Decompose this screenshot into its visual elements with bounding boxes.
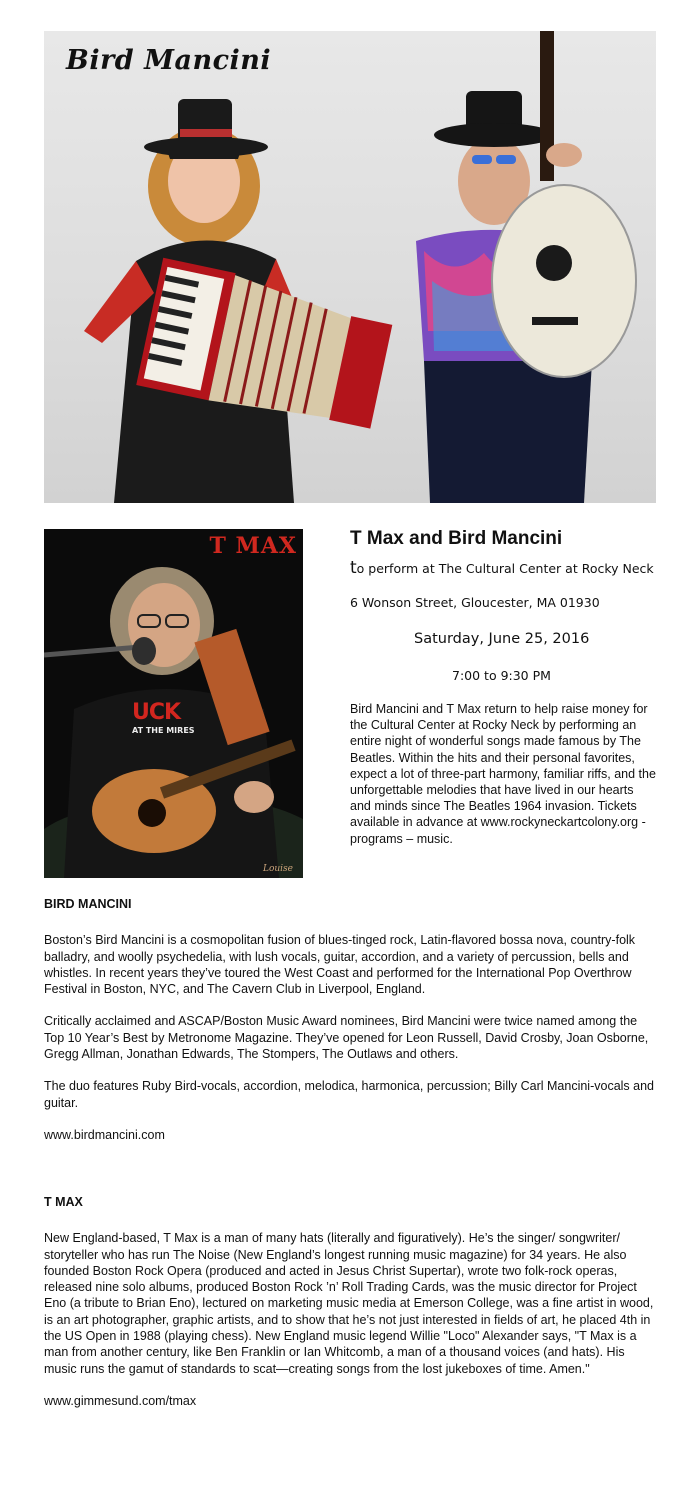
- event-subtitle-initial: t: [350, 558, 357, 578]
- band-logo: Bird Mancini: [66, 45, 272, 76]
- photo-title: T MAX: [209, 533, 297, 559]
- bio-paragraph: Critically acclaimed and ASCAP/Boston Music Award nominees, Bird Mancini were twice named among the Top 10 Year’s Best by Metronome Magazine. They’ve opened for Leon Russell, David Crosby, Joan Osborne, Gregg Allman, Jonathan Edwards, The Stompers, The Outlaws and others.: [44, 1014, 649, 1062]
- event-info: [350, 527, 670, 846]
- bio-paragraph: The duo features Ruby Bird-vocals, accordion, melodica, harmonica, percussion; Billy Carl Mancini-vocals and guitar.: [44, 1079, 654, 1110]
- section-heading: BIRD MANCINI: [44, 897, 132, 911]
- section-heading: T MAX: [44, 1195, 83, 1209]
- website-link[interactable]: www.gimmesund.com/tmax: [44, 1393, 197, 1408]
- bio-paragraph: Boston’s Bird Mancini is a cosmopolitan fusion of blues-tinged rock, Latin-flavored bossa nova, country-folk balladry, and woolly psychedelia, with lush vocals, guitar, accordion, and a variety of percussion, bells and whistles. In recent years they’ve toured the West Coast and performed for the International Pop Overthrow Festival in Boston, NYC, and The Cavern Club in Liverpool, England.: [44, 933, 636, 997]
- event-title: T Max and Bird Mancini: [350, 528, 563, 549]
- event-subtitle-text: o perform at The Cultural Center at Rocky Neck: [356, 561, 654, 576]
- artist-signature: Louise: [262, 864, 293, 874]
- event-date: Saturday, June 25, 2016: [414, 631, 590, 647]
- shirt-print: [132, 700, 180, 725]
- event-time: 7:00 to 9:30 PM: [452, 668, 551, 683]
- bio-paragraph: New England-based, T Max is a man of many hats (literally and figuratively). He’s the singer/ songwriter/ storyteller who has run The Noise (New England’s longest running music magazine) for 34 years. He also founded Boston Rock Opera (produced and acted in Jesus Christ Supertar), wrote two folk-rock operas, released nine solo albums, produced Boston Rock ’n’ Roll Trading Cards, was the music director for Project Eno (a tribute to Brian Eno), lectured on marketing music media at Emerson College, was a fine artist in wood, is an art photographer, graphic artists, and to show that he’s not just interested in fields of art, he placed 4th in the US Open in 1988 (playing chess). New England music legend Willie "Loco" Alexander says, "T Max is a man from another century, like Ben Franklin or Ian Whitcomb, a man of a thousand voices (and hats). His music runs the gamut of standards to scat—creating songs from the lost jukeboxes of time. Amen.": [44, 1231, 654, 1376]
- event-subtitle: [350, 558, 654, 578]
- duo-illustration: [44, 31, 656, 503]
- bird-mancini-section: [44, 896, 656, 1143]
- shirt-sub: AT THE MIRES: [132, 726, 195, 735]
- hero-photo: [44, 31, 656, 503]
- event-description: Bird Mancini and T Max return to help raise money for the Cultural Center at Rocky Neck by performing an entire night of wonderful songs made famous by The Beatles. Within the hits and their personal favorites, expect a lot of three-part harmony, familiar riffs, and the unforgettable melodies that have lived in our hearts and minds since The Beatles 1964 invasion. Tickets available in advance at www.rockyneckartcolony.org - programs – music.: [350, 702, 656, 846]
- shirt-text: UCK: [132, 700, 181, 725]
- tmax-section: [44, 1194, 656, 1409]
- event-address: 6 Wonson Street, Gloucester, MA 01930: [350, 595, 600, 610]
- website-link[interactable]: www.birdmancini.com: [44, 1127, 165, 1142]
- tmax-photo: [44, 529, 303, 878]
